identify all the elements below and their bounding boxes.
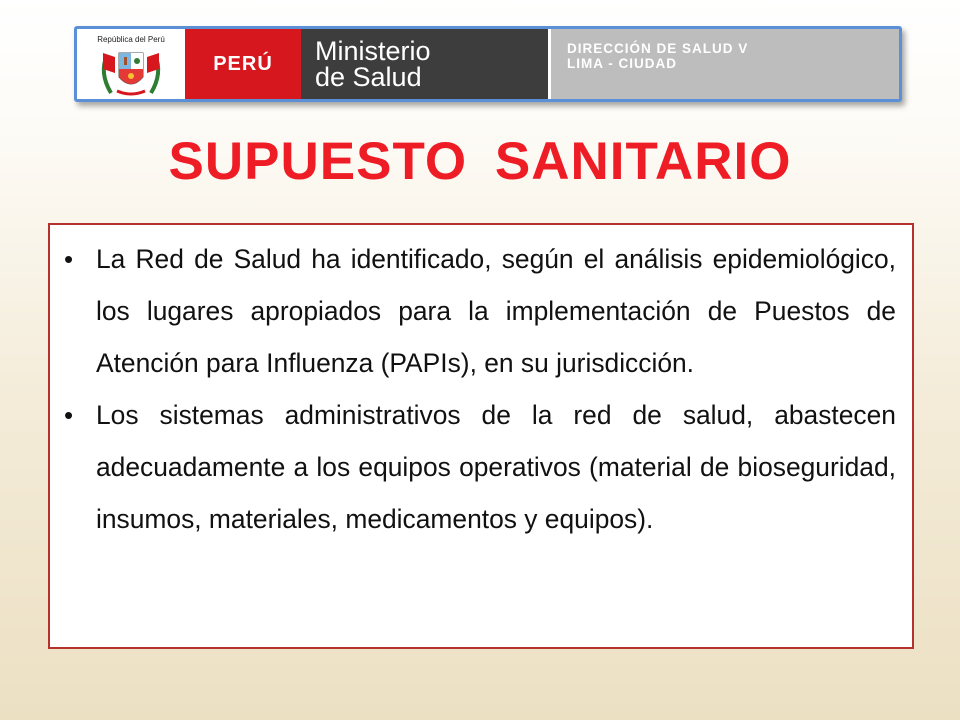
direccion-line-2: LIMA - CIUDAD: [567, 56, 677, 71]
bullet-marker: •: [64, 400, 74, 430]
content-box: [48, 223, 914, 649]
direccion-label: [551, 29, 899, 99]
slide-title: SUPUESTO SANITARIO: [168, 132, 792, 191]
direccion-line-1: DIRECCIÓN DE SALUD V: [567, 41, 749, 56]
ministry-line-1: Ministerio: [315, 36, 431, 66]
bullet-item: [60, 389, 896, 545]
ministry-name: [301, 29, 551, 99]
bullet-text: Los sistemas administrativos de la red de salud, abastecen adecuadamente a los equipos operativos (material de bioseguridad, insumos, materiales, medicamentos y equipos).: [96, 400, 896, 534]
peru-label: PERÚ: [185, 29, 301, 99]
bullet-item: [60, 233, 896, 389]
seal-caption: República del Perú: [97, 35, 165, 44]
bullet-text: La Red de Salud ha identificado, según el análisis epidemiológico, los lugares apropiados para la implementación de Puestos de Atención para Influenza (PAPIs), en su jurisdicción.: [96, 244, 896, 378]
bullet-marker: •: [64, 244, 74, 274]
national-seal: [77, 29, 185, 99]
bullet-list: [50, 225, 912, 545]
ministry-line-2: de Salud: [315, 62, 422, 92]
header-banner: [74, 26, 902, 102]
coat-of-arms-icon: [95, 43, 167, 99]
